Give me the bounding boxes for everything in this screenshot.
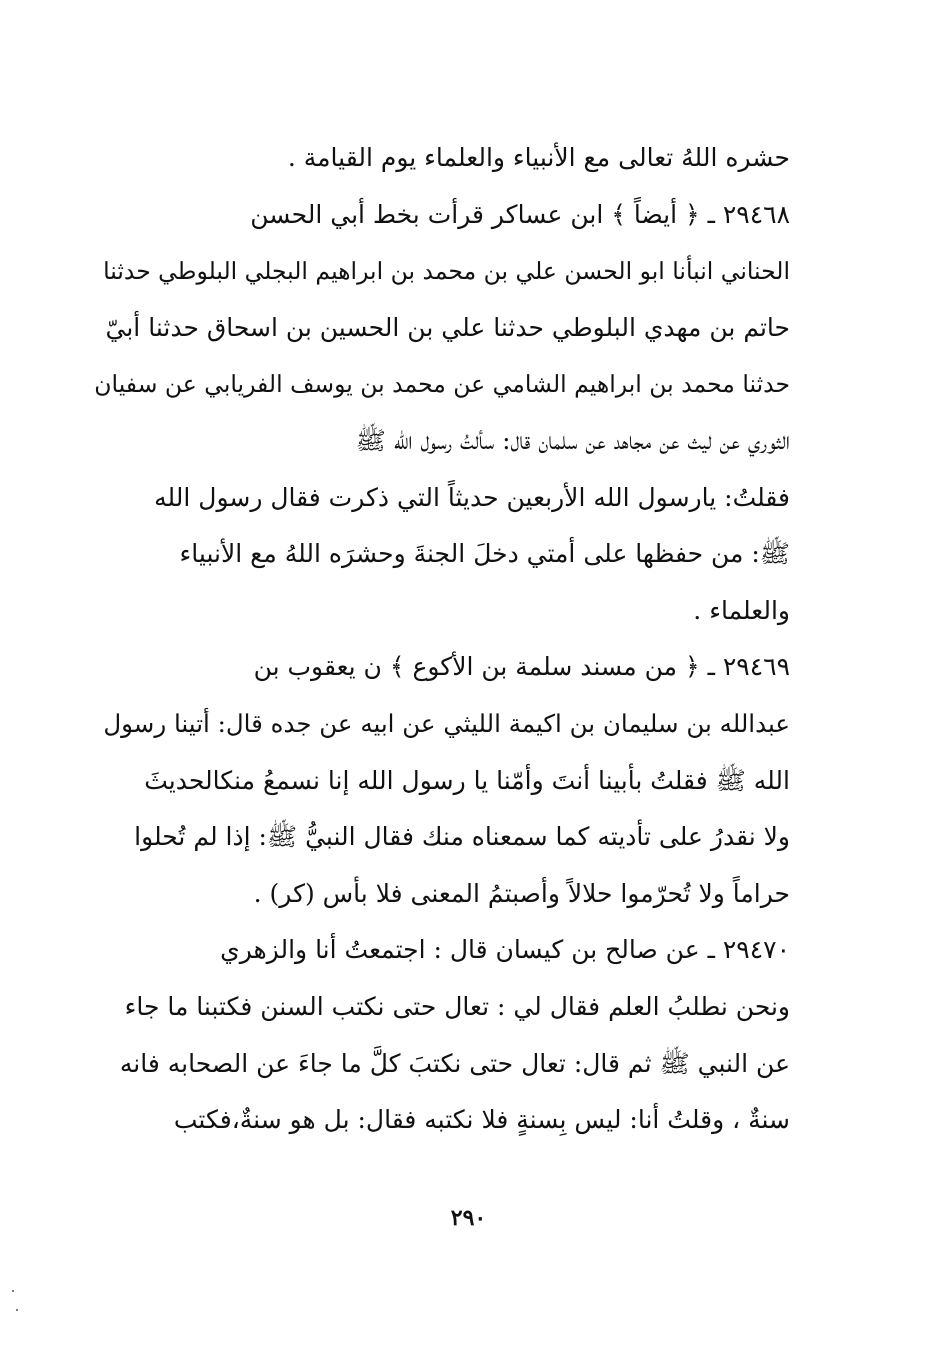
body-text: [90, 130, 790, 1149]
page-number: ٢٩٠: [450, 1205, 487, 1231]
text-line: ﷺ: من حفظها على أمتي دخلَ الجنةَ وحشرَه اللهُ مع الأنبياء: [179, 539, 790, 569]
text-line: عن النبي ﷺ ثم قال: تعال حتى نكتبَ كلَّ ما جاءَ عن الصحابه فانه: [119, 1048, 790, 1078]
text-line: ٢٩٤٧٠ ـ عن صالح بن كيسان قال : اجتمعتُ أنا والزهري: [220, 935, 790, 965]
text-line: ولا نقدرُ على تأديته كما سمعناه منك فقال النبيُّ ﷺ: إذا لم تُحلوا: [134, 822, 790, 852]
text-line: الحناني انبأنا ابو الحسن علي بن محمد بن ابراهيم البجلي البلوطي حدثنا: [103, 257, 790, 286]
text-line: ٢٩٤٦٨ ـ ﴿ أيضاً ﴾ ابن عساكر قرأت بخط أبي الحسن: [250, 199, 790, 229]
text-line: ونحن نطلبُ العلم فقال لي : تعال حتى نكتب السنن فكتبنا ما جاء: [124, 991, 790, 1021]
text-line: حراماً ولا تُحرّموا حلالاً وأصبتمُ المعنى فلا بأس (كر) .: [253, 878, 790, 908]
text-line: عبدالله بن سليمان بن اكيمة الليثي عن ابيه عن جده قال: أتينا رسول: [103, 708, 790, 738]
scan-speck: [12, 1290, 14, 1292]
text-line: حشره اللهُ تعالى مع الأنبياء والعلماء يوم القيامة .: [287, 143, 790, 172]
text-line: ٢٩٤٦٩ ـ ﴿ من مسند سلمة بن الأكوع ﴾ ن يعقوب بن: [253, 652, 790, 682]
text-line: الله ﷺ فقلتُ بأبينا أنتَ وأمّنا يا رسول الله إنا نسمعُ منكالحديثَ: [144, 765, 790, 795]
text-line: سنةٌ ، وقلتُ أنا: ليس بِسنةٍ فلا نكتبه فقال: بل هو سنةٌ،فكتب: [173, 1105, 790, 1135]
scan-speck: [16, 1309, 18, 1311]
text-line: الثوري عن ليث عن مجاهد عن سلمان قال: سألتُ رسول الله ﷺ: [355, 425, 790, 455]
text-line: والعلماء .: [693, 595, 790, 625]
text-line: حاتم بن مهدي البلوطي حدثنا علي بن الحسين بن اسحاق حدثنا أبيّ: [105, 312, 790, 342]
text-line: حدثنا محمد بن ابراهيم الشامي عن محمد بن يوسف الفريابي عن سفيان: [94, 370, 790, 399]
text-line: فقلتُ: يارسول الله الأربعين حديثاً التي ذكرت فقال رسول الله: [154, 482, 790, 512]
